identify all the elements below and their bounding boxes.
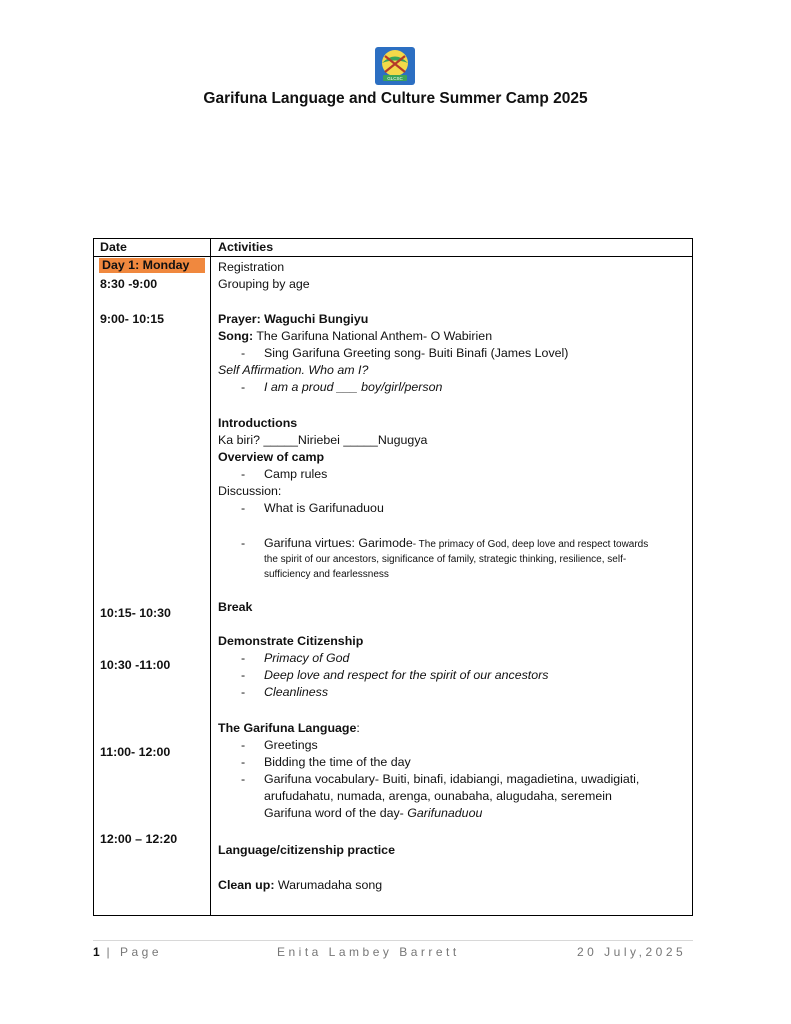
activity-primacy: Primacy of God xyxy=(264,651,350,665)
activities-column-header: Activities xyxy=(218,240,274,254)
column-divider xyxy=(210,239,211,915)
bullet-dash: - xyxy=(241,685,246,699)
activity-registration: Registration xyxy=(218,260,285,274)
time-slot: 8:30 -9:00 xyxy=(100,277,158,291)
activity-camp-rules: Camp rules xyxy=(264,467,328,481)
virtues-text: - The primacy of God, deep love and respect towards xyxy=(412,539,649,550)
bullet-dash: - xyxy=(241,536,246,550)
cleanup-text: Warumadaha song xyxy=(274,878,383,892)
language-colon: : xyxy=(356,721,360,735)
document-title: Garifuna Language and Culture Summer Camp 2025 xyxy=(203,90,588,107)
activity-proud: I am a proud ___ boy/girl/person xyxy=(264,380,443,394)
time-slot: 11:00- 12:00 xyxy=(100,745,171,759)
page-indicator xyxy=(93,945,162,959)
activity-greetings: Greetings xyxy=(264,738,318,752)
activity-sing-greeting: Sing Garifuna Greeting song- Buiti Binafi (James Lovel) xyxy=(264,346,569,360)
activity-what-is: What is Garifunaduou xyxy=(264,501,384,515)
schedule-table xyxy=(93,238,693,916)
vocabulary-continued: arufudahatu, numada, arenga, ounabaha, alugudaha, seremein xyxy=(264,789,612,803)
activity-word-of-day xyxy=(264,806,482,820)
activity-cleanup xyxy=(218,878,382,892)
activity-vocabulary: Garifuna vocabulary- Buiti, binafi, idabiangi, magadietina, uwadigiati, xyxy=(264,772,640,786)
cleanup-label: Clean up: xyxy=(218,878,275,892)
logo-text: GLCSC xyxy=(387,76,403,81)
virtues-label: Garifuna virtues: Garimode xyxy=(264,536,413,550)
activity-introductions: Introductions xyxy=(218,416,298,430)
song-label: Song: xyxy=(218,329,254,343)
bullet-dash: - xyxy=(241,467,246,481)
footer-author: Enita Lambey Barrett xyxy=(277,945,460,959)
bullet-dash: - xyxy=(241,501,246,515)
page-word: | Page xyxy=(99,945,162,959)
bullet-dash: - xyxy=(241,380,246,394)
camp-logo xyxy=(374,46,416,86)
activity-language xyxy=(218,721,360,735)
bullet-dash: - xyxy=(241,772,246,786)
time-slot: 12:00 – 12:20 xyxy=(100,832,178,846)
activity-self-affirmation: Self Affirmation. Who am I? xyxy=(218,363,369,377)
page-number: 1 xyxy=(93,945,100,959)
time-slot: 9:00- 10:15 xyxy=(100,312,165,326)
footer-rule xyxy=(93,940,693,941)
activity-demonstrate: Demonstrate Citizenship xyxy=(218,634,364,648)
virtues-continued: sufficiency and fearlessness xyxy=(264,569,389,580)
header-divider xyxy=(94,256,692,257)
virtues-continued: the spirit of our ancestors, significance of family, strategic thinking, resilience, self- xyxy=(264,554,627,565)
activity-break: Break xyxy=(218,600,253,614)
activity-bidding: Bidding the time of the day xyxy=(264,755,411,769)
activity-virtues xyxy=(264,536,648,550)
footer-date: 20 July,2025 xyxy=(577,945,687,959)
day-label: Day 1: Monday xyxy=(99,258,205,273)
activity-discussion: Discussion: xyxy=(218,484,282,498)
word-of-day-label: Garifuna word of the day- xyxy=(264,806,408,820)
song-text: The Garifuna National Anthem- O Wabirien xyxy=(256,329,493,343)
bullet-dash: - xyxy=(241,668,246,682)
activity-deep-love: Deep love and respect for the spirit of our ancestors xyxy=(264,668,549,682)
time-slot: 10:30 -11:00 xyxy=(100,658,171,672)
word-of-day: Garifunaduou xyxy=(407,806,483,820)
language-label: The Garifuna Language xyxy=(218,721,357,735)
date-column-header: Date xyxy=(100,240,127,254)
time-slot: 10:15- 10:30 xyxy=(100,606,171,620)
activity-practice: Language/citizenship practice xyxy=(218,843,395,857)
bullet-dash: - xyxy=(241,755,246,769)
activity-song xyxy=(218,329,492,343)
bullet-dash: - xyxy=(241,651,246,665)
bullet-dash: - xyxy=(241,346,246,360)
activity-cleanliness: Cleanliness xyxy=(264,685,329,699)
activity-prayer: Prayer: Waguchi Bungiyu xyxy=(218,312,369,326)
activity-overview: Overview of camp xyxy=(218,450,325,464)
activity-grouping: Grouping by age xyxy=(218,277,310,291)
activity-ka-biri: Ka biri? _____Niriebei _____Nugugya xyxy=(218,433,428,447)
bullet-dash: - xyxy=(241,738,246,752)
